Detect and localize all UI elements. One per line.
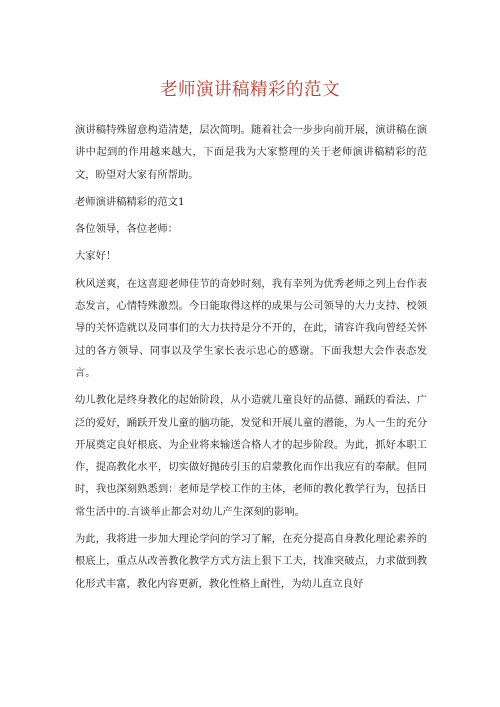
- document-title: 老师演讲稿精彩的范文: [160, 80, 340, 100]
- document-body: [75, 119, 427, 595]
- body-paragraph: 幼儿教化是终身教化的起始阶段，从小造就儿童良好的品德、踊跃的看法、广泛的爱好，踊跃开发儿童的脑功能，发觉和开展儿童的潜能，为人一生的充分开展奠定良好根底、为企业将来输送合格人才的起步阶段。为此，抓好本职工作，提高教化水平，切实做好抛砖引玉的启蒙教化而作出我应有的奉献。但同时，我也深刻熟悉到：老师是学校工作的主体，老师的教化教学行为，包括日常生活中的.言谈举止都会对幼儿产生深刻的影响。: [75, 394, 427, 518]
- body-paragraph: 为此，我将进一步加大理论学问的学习了解，在充分提高自身教化理论素养的根底上，重点从改善教化教学方式方法上狠下工夫，找准突破点，力求做到教化形式丰富，教化内容更新，教化性格上耐性，为幼儿直立良好: [75, 533, 427, 590]
- body-paragraph: 秋风送爽，在这喜迎老师佳节的奇妙时刻，我有幸列为优秀老师之列上台作表态发言，心情特殊激烈。今日能取得这样的成果与公司领导的大力支持、校领导的关怀造就以及同事们的大力扶持是分不开的，在此，请容许我向曾经关怀过的各方领导、同事以及学生家长表示忠心的感谢。下面我想大会作表态发言。: [75, 277, 427, 379]
- intro-paragraph: 演讲稿特殊留意构造清楚，层次简明。随着社会一步步向前开展，演讲稿在演讲中起到的作用越来越大，下面是我为大家整理的关于老师演讲稿精彩的范文，盼望对大家有所帮助。: [75, 124, 427, 181]
- section-heading: 老师演讲稿精彩的范文1: [75, 195, 185, 208]
- salutation: 各位领导，各位老师：: [75, 223, 178, 236]
- greeting: 大家好！: [75, 250, 117, 263]
